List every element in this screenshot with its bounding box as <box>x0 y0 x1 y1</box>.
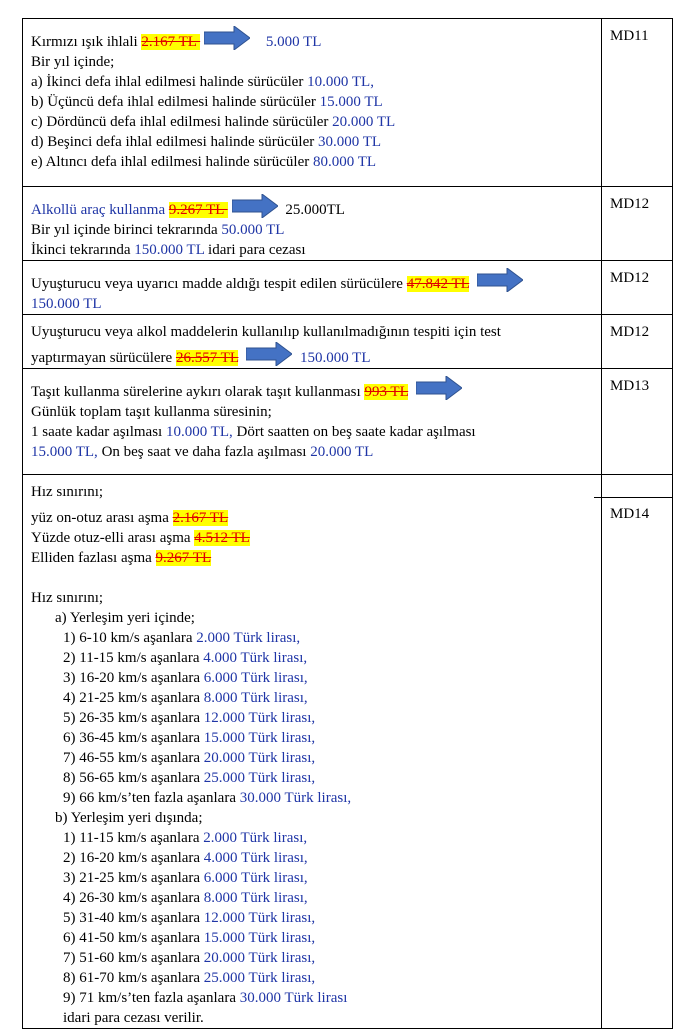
item-text: 5) 26-35 km/s aşanlara <box>63 710 204 726</box>
item-text: d) Beşinci defa ihlal edilmesi halinde sürücüler <box>31 134 318 150</box>
right-arrow-icon <box>416 376 462 400</box>
line-text: 1 saate kadar aşılması <box>31 424 166 440</box>
md14-old-1 <box>31 508 593 528</box>
line-amount: 150.000 TL <box>134 242 205 258</box>
item-text: 9) 71 km/s’ten fazla aşanlara <box>63 990 240 1006</box>
item-text: 2) 11-15 km/s aşanlara <box>63 650 204 666</box>
line-text: Elliden fazlası aşma <box>31 550 156 566</box>
md14-b-title: b) Yerleşim yeri dışında; <box>55 810 203 826</box>
md12a-line-1 <box>31 194 593 220</box>
row-md13-text <box>23 369 602 475</box>
md12a-old-amount: 9.267 TL <box>168 202 228 218</box>
article-code: MD13 <box>610 378 650 394</box>
item-amount: 80.000 TL <box>313 154 377 170</box>
md12b-violation: Uyuşturucu veya uyarıcı madde aldığı tespit edilen sürücülere <box>31 276 407 292</box>
item-amount: 15.000 Türk lirası, <box>203 930 316 946</box>
md13-violation: Taşıt kullanma sürelerine aykırı olarak taşıt kullanması <box>31 384 365 400</box>
old-amount: 9.267 TL <box>155 550 212 566</box>
article-code: MD14 <box>610 506 650 522</box>
row-md14-text <box>23 475 602 1029</box>
md12a-line-3 <box>31 240 593 260</box>
table-row-md11 <box>23 19 673 187</box>
md14-a-item <box>31 668 593 688</box>
item-amount: 8.000 Türk lirası, <box>203 690 308 706</box>
item-amount: 6.000 Türk lirası, <box>203 870 308 886</box>
item-text: 6) 36-45 km/s aşanlara <box>63 730 204 746</box>
md14-a-item <box>31 648 593 668</box>
table-row-md12-test <box>23 315 673 369</box>
item-text: 4) 26-30 km/s aşanlara <box>63 890 204 906</box>
line-amount: 15.000 TL, <box>31 444 98 460</box>
item-amount: 12.000 Türk lirası, <box>203 710 316 726</box>
item-amount: 6.000 Türk lirası, <box>203 670 308 686</box>
row-md11-text <box>23 19 602 187</box>
line-amount: 10.000 TL, <box>165 424 233 440</box>
right-arrow-icon <box>477 268 523 292</box>
row-md12a-text <box>23 187 602 261</box>
md11-violation: Kırmızı ışık ihlali <box>31 34 142 50</box>
item-amount: 4.000 Türk lirası, <box>203 850 308 866</box>
md14-a-item <box>31 748 593 768</box>
row-md13-code <box>602 369 673 475</box>
item-amount: 20.000 Türk lirası, <box>203 750 316 766</box>
md11-old-amount: 2.167 TL <box>141 34 201 50</box>
row-md11-code <box>602 19 673 187</box>
md11-line-1 <box>31 26 593 52</box>
item-amount: 25.000 Türk lirası, <box>203 770 316 786</box>
penalty-table <box>22 18 673 1029</box>
item-text: e) Altıncı defa ihlal edilmesi halinde sürücüler <box>31 154 313 170</box>
md12a-new-amount: 25.000TL <box>285 202 345 218</box>
item-text: b) Üçüncü defa ihlal edilmesi halinde sürücüler <box>31 94 320 110</box>
item-amount: 15.000 TL <box>319 94 383 110</box>
md14-old-3 <box>31 548 593 568</box>
md13-old-amount: 993 TL <box>364 384 409 400</box>
right-arrow-icon <box>232 194 278 218</box>
item-amount: 30.000 Türk lirası <box>239 990 348 1006</box>
article-code: MD11 <box>610 28 649 44</box>
md14-b-item <box>31 928 593 948</box>
line-text: yaptırmayan sürücülere <box>31 350 176 366</box>
md14-a-item <box>31 688 593 708</box>
md14-b-item <box>31 828 593 848</box>
md12a-line-2 <box>31 220 593 240</box>
md14-b-item <box>31 968 593 988</box>
line-amount: 20.000 TL <box>310 444 374 460</box>
md12c-line-1: Uyuşturucu veya alkol maddelerin kullanılıp kullanılmadığının tespiti için test <box>31 324 501 340</box>
item-amount: 8.000 Türk lirası, <box>203 890 308 906</box>
md14-b-item <box>31 908 593 928</box>
old-amount: 4.512 TL <box>194 530 250 546</box>
old-amount: 2.167 TL <box>172 510 229 526</box>
md13-line-4 <box>31 442 593 462</box>
item-text: 3) 21-25 km/s aşanlara <box>63 870 204 886</box>
item-text: 5) 31-40 km/s aşanlara <box>63 910 204 926</box>
table-row-md13 <box>23 369 673 475</box>
item-amount: 15.000 Türk lirası, <box>203 730 316 746</box>
md14-a-item <box>31 708 593 728</box>
md12a-violation: Alkollü araç kullanma <box>31 202 169 218</box>
item-amount: 30.000 TL <box>318 134 382 150</box>
md12c-line-2 <box>31 342 593 368</box>
md13-line-2: Günlük toplam taşıt kullanma süresinin; <box>31 404 272 420</box>
item-text: 1) 11-15 km/s aşanlara <box>63 830 204 846</box>
item-text: 4) 21-25 km/s aşanlara <box>63 690 204 706</box>
line-text: İkinci tekrarında <box>31 242 135 258</box>
md14-heading-2: Hız sınırını; <box>31 590 104 606</box>
article-code: MD12 <box>610 324 650 340</box>
row-md12c-text <box>23 315 602 369</box>
md12b-old-amount: 47.842 TL <box>406 276 470 292</box>
md11-item <box>31 132 593 152</box>
line-text: idari para cezası <box>204 242 306 258</box>
table-row-md12-alcohol <box>23 187 673 261</box>
right-arrow-icon <box>204 26 250 50</box>
line-text: Bir yıl içinde birinci tekrarında <box>31 222 222 238</box>
md12b-new-amount: 150.000 TL <box>31 296 102 312</box>
md14-old-2 <box>31 528 593 548</box>
md14-b-item <box>31 988 593 1008</box>
item-text: 1) 6-10 km/s aşanlara <box>63 630 197 646</box>
item-text: 9) 66 km/s’ten fazla aşanlara <box>63 790 240 806</box>
item-text: 3) 16-20 km/s aşanlara <box>63 670 204 686</box>
line-amount: 50.000 TL <box>221 222 285 238</box>
md12b-line-1 <box>31 268 593 294</box>
item-amount: 30.000 Türk lirası, <box>239 790 352 806</box>
md14-closing: idari para cezası verilir. <box>63 1010 204 1026</box>
item-text: c) Dördüncü defa ihlal edilmesi halinde sürücüler <box>31 114 333 130</box>
article-code: MD12 <box>610 196 650 212</box>
md14-a-item <box>31 728 593 748</box>
table-row-md14 <box>23 475 673 1029</box>
item-amount: 4.000 Türk lirası, <box>203 650 308 666</box>
line-text: Yüzde otuz-elli arası aşma <box>31 530 195 546</box>
md12c-new-amount: 150.000 TL <box>299 350 371 366</box>
line-text: yüz on-otuz arası aşma <box>31 510 173 526</box>
md14-b-item <box>31 848 593 868</box>
md14-a-item <box>31 628 593 648</box>
row-md12b-code <box>602 261 673 315</box>
right-arrow-icon <box>246 342 292 366</box>
row-md12b-text <box>23 261 602 315</box>
article-code: MD12 <box>610 270 650 286</box>
md11-new-amount: 5.000 TL <box>265 34 322 50</box>
md11-item <box>31 112 593 132</box>
md11-line-2: Bir yıl içinde; <box>31 54 115 70</box>
row-md12c-code <box>602 315 673 369</box>
item-text: a) İkinci defa ihlal edilmesi halinde sürücüler <box>31 74 308 90</box>
table-row-md12-drugs <box>23 261 673 315</box>
row-md12a-code <box>602 187 673 261</box>
md13-line-1 <box>31 376 593 402</box>
row-md14-code <box>602 475 673 1029</box>
md14-b-item <box>31 948 593 968</box>
md14-a-title: a) Yerleşim yeri içinde; <box>55 610 195 626</box>
item-text: 8) 56-65 km/s aşanlara <box>63 770 204 786</box>
item-amount: 25.000 Türk lirası, <box>203 970 316 986</box>
md12c-old-amount: 26.557 TL <box>175 350 239 366</box>
item-text: 6) 41-50 km/s aşanlara <box>63 930 204 946</box>
md11-item <box>31 72 593 92</box>
md14-a-item <box>31 788 593 808</box>
item-text: 7) 46-55 km/s aşanlara <box>63 750 204 766</box>
item-amount: 2.000 Türk lirası, <box>203 830 308 846</box>
item-text: 7) 51-60 km/s aşanlara <box>63 950 204 966</box>
md14-b-item <box>31 868 593 888</box>
item-amount: 20.000 TL <box>332 114 396 130</box>
md11-item <box>31 92 593 112</box>
md14-heading: Hız sınırını; <box>31 484 104 500</box>
md14-b-item <box>31 888 593 908</box>
line-text: Dört saatten on beş saate kadar aşılması <box>232 424 476 440</box>
md13-line-3 <box>31 422 593 442</box>
line-text: On beş saat ve daha fazla aşılması <box>97 444 311 460</box>
item-amount: 10.000 TL, <box>307 74 374 90</box>
item-amount: 20.000 Türk lirası, <box>203 950 316 966</box>
item-text: 8) 61-70 km/s aşanlara <box>63 970 204 986</box>
item-amount: 12.000 Türk lirası, <box>203 910 316 926</box>
md14-a-item <box>31 768 593 788</box>
item-amount: 2.000 Türk lirası, <box>196 630 301 646</box>
md11-item <box>31 152 593 172</box>
item-text: 2) 16-20 km/s aşanlara <box>63 850 204 866</box>
